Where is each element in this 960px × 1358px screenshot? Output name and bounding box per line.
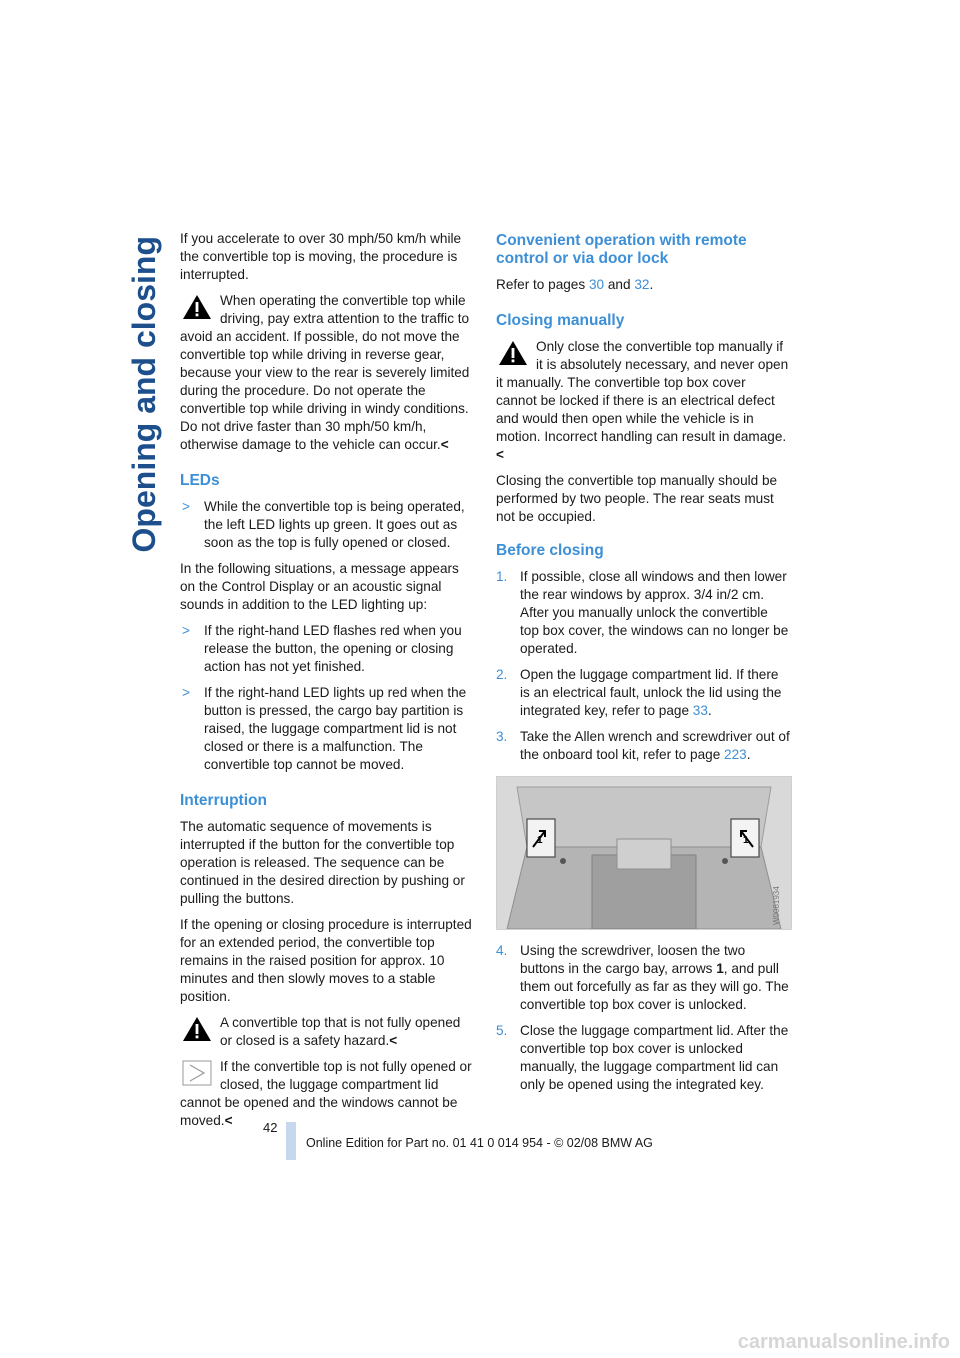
page-link-32[interactable]: 32 bbox=[634, 277, 650, 292]
warning-triangle-icon bbox=[182, 294, 212, 320]
list-item bbox=[180, 498, 474, 552]
step-text: Take the Allen wrench and screwdriver out of the onboard tool kit, refer to page bbox=[520, 729, 790, 762]
cargo-bay-illustration bbox=[497, 777, 791, 929]
step-number: 2. bbox=[496, 667, 508, 682]
step-number: 3. bbox=[496, 729, 508, 744]
step-text-a: Using the screwdriver, loosen the two buttons in the cargo bay, arrows bbox=[520, 943, 746, 976]
warning-text: A convertible top that is not fully opened or closed is a safety hazard. bbox=[220, 1015, 461, 1048]
end-mark: < bbox=[224, 1113, 233, 1128]
cargo-bay-photo bbox=[496, 776, 792, 930]
note-text: If the convertible top is not fully opened or closed, the luggage compartment lid cannot be opened and the windows cannot be moved. bbox=[180, 1059, 472, 1128]
list-item-text: While the convertible top is being operated, the left LED lights up green. It goes out as soon as the top is fully opened or closed. bbox=[204, 499, 465, 550]
step-text: Open the luggage compartment lid. If there is an electrical fault, unlock the lid using the integrated key, refer to page bbox=[520, 667, 782, 718]
interruption-paragraph-2: If the opening or closing procedure is interrupted for an extended period, the convertible top remains in the raised position for approx. 10 minutes and then slowly moves to a stable position. bbox=[180, 917, 472, 1004]
right-column bbox=[496, 230, 790, 1102]
bullet-marker-icon: > bbox=[182, 499, 190, 514]
step-text-b: , and pull them out forcefully as far as they will go. The convertible top box cover is unlocked. bbox=[520, 961, 789, 1012]
end-mark: < bbox=[389, 1033, 398, 1048]
note-triangle-icon bbox=[182, 1060, 212, 1086]
warning-triangle-icon bbox=[498, 340, 528, 366]
warning-block bbox=[496, 338, 790, 464]
list-item bbox=[496, 728, 790, 764]
end-mark: < bbox=[440, 437, 449, 452]
page-link-30[interactable]: 30 bbox=[588, 277, 605, 292]
closing-paragraph: Closing the convertible top manually should be performed by two people. The rear seats must not be occupied. bbox=[496, 473, 778, 524]
end-mark: < bbox=[496, 447, 504, 462]
page-link-33[interactable]: 33 bbox=[692, 703, 708, 718]
photo-arrow-label: 1 bbox=[537, 835, 543, 846]
refer-and: and bbox=[604, 277, 635, 292]
list-item bbox=[180, 622, 474, 676]
bullet-marker-icon: > bbox=[182, 623, 190, 638]
before-closing-heading: Before closing bbox=[496, 542, 604, 559]
footer-accent-bar bbox=[286, 1122, 296, 1160]
refer-paragraph bbox=[496, 276, 790, 294]
list-item bbox=[496, 942, 790, 1014]
watermark-text: carmanualsonline.info bbox=[737, 1331, 950, 1353]
closing-heading: Closing manually bbox=[496, 312, 625, 329]
list-item bbox=[496, 1022, 790, 1094]
warning-text: When operating the convertible top while driving, pay extra attention to the traffic to avoid an accident. If possible, do not move the convertible top while driving in reverse gear, because your view to the rear is severely limited during the procedure. Do not operate the convertible top while driving in windy conditions. Do not drive faster than 30 mph/50 km/h, otherwise damage to the vehicle can occur. bbox=[180, 293, 470, 452]
photo-arrow-label: 1 bbox=[743, 835, 749, 846]
refer-prefix: Refer to pages bbox=[496, 277, 589, 292]
step-number: 4. bbox=[496, 943, 508, 958]
step-number: 1. bbox=[496, 569, 508, 584]
list-item bbox=[496, 666, 790, 720]
intro-paragraph: If you accelerate to over 30 mph/50 km/h while the convertible top is moving, the procedure is interrupted. bbox=[180, 231, 462, 282]
step-number: 5. bbox=[496, 1023, 508, 1038]
step-text: Close the luggage compartment lid. After the convertible top box cover is unlocked manually, the luggage compartment lid can only be opened using the integrated key. bbox=[520, 1023, 789, 1092]
list-item-text: If the right-hand LED flashes red when you release the button, the opening or closing action has not yet finished. bbox=[204, 623, 462, 674]
side-title-text: Opening and closing bbox=[126, 236, 162, 553]
left-column bbox=[180, 230, 474, 1138]
list-item bbox=[496, 568, 790, 658]
refer-suffix: . bbox=[649, 277, 654, 292]
bullet-marker-icon: > bbox=[182, 685, 190, 700]
step-text: If possible, close all windows and then lower the rear windows by approx. 3/4 in/2 cm. After you manually unlock the convertible top box cover, the windows can no longer be operated. bbox=[520, 569, 789, 656]
page-number: 42 bbox=[263, 1120, 278, 1135]
warning-block bbox=[180, 1014, 474, 1050]
photo-code: W0081934 bbox=[772, 886, 781, 925]
page-link-223[interactable]: 223 bbox=[724, 747, 747, 762]
list-item-text: If the right-hand LED lights up red when the button is pressed, the cargo bay partition is raised, the luggage compartment lid is not closed or there is a malfunction. The convertible top cannot be moved. bbox=[204, 685, 467, 772]
interruption-paragraph-1: The automatic sequence of movements is interrupted if the button for the convertible top operation is released. The sequence can be continued in the desired direction by pushing or pulling the buttons. bbox=[180, 819, 465, 906]
list-item bbox=[180, 684, 474, 774]
note-block bbox=[180, 1058, 474, 1130]
step-suffix: . bbox=[746, 747, 751, 762]
step-suffix: . bbox=[707, 703, 712, 718]
led-situations-paragraph: In the following situations, a message appears on the Control Display or an acoustic signal sounds in addition to the LED lighting up: bbox=[180, 561, 459, 612]
interruption-heading: Interruption bbox=[180, 792, 267, 809]
arrow-number: 1 bbox=[716, 961, 724, 976]
warning-triangle-icon bbox=[182, 1016, 212, 1042]
warning-block bbox=[180, 292, 474, 454]
footer-edition-text: Online Edition for Part no. 01 41 0 014 954 - © 02/08 BMW AG bbox=[306, 1136, 653, 1150]
remote-heading: Convenient operation with remote control or via door lock bbox=[496, 232, 747, 267]
leds-heading: LEDs bbox=[180, 472, 220, 489]
warning-text: Only close the convertible top manually if it is absolutely necessary, and never open it manually. The convertible top box cover cannot be locked if there is an electrical defect and would then open while the vehicle is in motion. Incorrect handling can result in damage. bbox=[496, 339, 789, 444]
section-side-title bbox=[118, 236, 162, 1116]
